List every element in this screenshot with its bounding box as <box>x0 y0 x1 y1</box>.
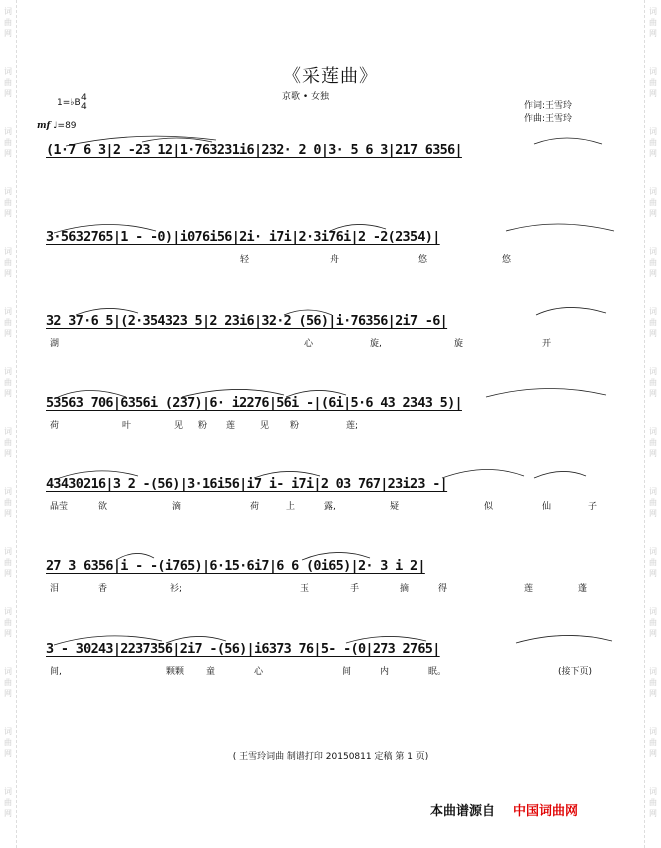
lyric-syllable: 泪 <box>50 584 60 594</box>
watermark-char: 网 <box>649 29 657 38</box>
watermark-glyphs <box>2 126 14 159</box>
watermark-char: 曲 <box>649 378 657 387</box>
watermark-char: 曲 <box>649 198 657 207</box>
notation-line: 3·5632765|1 - -0)|i076i56|2i· i7i|2·3i76i|2 -2(2354)| <box>46 229 440 245</box>
watermark-char: 词 <box>4 787 12 796</box>
watermark-char: 曲 <box>4 18 12 27</box>
lyric-syllable: 旋, <box>370 339 382 349</box>
watermark-char: 曲 <box>4 138 12 147</box>
watermark-char: 曲 <box>649 258 657 267</box>
watermark-glyphs <box>647 666 659 699</box>
watermark-char: 曲 <box>649 438 657 447</box>
page-title: 《采莲曲》 <box>283 66 378 87</box>
watermark-char: 曲 <box>4 318 12 327</box>
watermark-char: 词 <box>4 7 12 16</box>
watermark-char: 曲 <box>4 618 12 627</box>
lyric-syllable: 手 <box>350 584 360 594</box>
notation-line: (1·7 6 3|2 -23 12|1·763231i6|232· 2 0|3· 5 6 3|217 6356| <box>46 142 462 158</box>
watermark-char: 网 <box>4 809 12 818</box>
watermark-char: 词 <box>649 127 657 136</box>
lyric-line <box>46 499 616 511</box>
watermark-glyphs <box>647 306 659 339</box>
watermark-char: 词 <box>4 247 12 256</box>
lyric-line <box>46 581 616 593</box>
lyric-syllable: 仙 <box>542 502 552 512</box>
watermark-char: 网 <box>4 569 12 578</box>
watermark-glyphs <box>647 6 659 39</box>
watermark-char: 网 <box>4 269 12 278</box>
watermark-glyphs <box>2 666 14 699</box>
watermark-char: 曲 <box>649 738 657 747</box>
page-footer: ( 王雪玲词曲 制谱打印 20150811 定稿 第 1 页) <box>232 752 429 762</box>
watermark-char: 词 <box>4 427 12 436</box>
lyric-syllable: 心 <box>304 339 314 349</box>
lyric-syllable: 上 <box>286 502 296 512</box>
notation-line: 43430216|3 2 -(56)|3·16i56|i7 i- i7i|2 03 767|23i23 -| <box>46 476 448 492</box>
lyric-syllable: 见 <box>174 421 184 431</box>
lyric-line <box>46 336 616 348</box>
lyric-syllable: 疑 <box>390 502 400 512</box>
lyric-syllable: 舟 <box>330 255 340 265</box>
watermark-char: 曲 <box>649 558 657 567</box>
lyric-syllable: 粉 <box>290 421 300 431</box>
watermark-char: 曲 <box>4 798 12 807</box>
lyric-syllable: (接下页) <box>558 667 593 677</box>
watermark-char: 词 <box>649 307 657 316</box>
watermark-char: 曲 <box>4 558 12 567</box>
watermark-glyphs <box>647 546 659 579</box>
watermark-glyphs <box>647 426 659 459</box>
watermark-char: 曲 <box>4 378 12 387</box>
dynamic-marking: mf <box>37 121 51 131</box>
lyric-syllable: 颗颗 <box>166 667 185 677</box>
watermark-char: 曲 <box>649 78 657 87</box>
watermark-glyphs <box>647 126 659 159</box>
lyric-syllable: 轻 <box>240 255 250 265</box>
lyric-syllable: 眠。 <box>428 667 447 677</box>
lyric-syllable: 蓬 <box>578 584 588 594</box>
watermark-char: 词 <box>649 7 657 16</box>
watermark-char: 网 <box>649 809 657 818</box>
watermark-char: 网 <box>4 329 12 338</box>
watermark-char: 曲 <box>649 138 657 147</box>
composer-credit: 作曲:王雪玲 <box>524 114 573 124</box>
watermark-char: 词 <box>649 367 657 376</box>
lyric-syllable: 童 <box>206 667 216 677</box>
lyric-syllable: 子 <box>588 502 598 512</box>
notation-line: 27 3 6356|i - -(i765)|6·15·6i7|6 6 (0i65)|2· 3 i 2| <box>46 558 425 574</box>
watermark-char: 网 <box>649 209 657 218</box>
watermark-char: 词 <box>4 607 12 616</box>
watermark-char: 曲 <box>649 318 657 327</box>
lyric-syllable: 莲; <box>346 421 359 431</box>
watermark-char: 词 <box>649 667 657 676</box>
lyric-line <box>46 164 616 176</box>
watermark-char: 词 <box>649 487 657 496</box>
lyric-syllable: 粉 <box>198 421 208 431</box>
watermark-char: 词 <box>649 787 657 796</box>
watermark-char: 网 <box>649 689 657 698</box>
watermark-char: 曲 <box>4 498 12 507</box>
source-credit <box>430 800 578 819</box>
lyric-syllable: 香 <box>98 584 108 594</box>
watermark-char: 词 <box>4 547 12 556</box>
watermark-glyphs <box>2 246 14 279</box>
lyric-syllable: 摘 <box>400 584 410 594</box>
watermark-char: 网 <box>649 149 657 158</box>
watermark-char: 网 <box>4 749 12 758</box>
watermark-char: 词 <box>649 427 657 436</box>
watermark-glyphs <box>2 786 14 819</box>
watermark-char: 词 <box>649 607 657 616</box>
watermark-glyphs <box>647 486 659 519</box>
lyric-syllable: 见 <box>260 421 270 431</box>
watermark-char: 网 <box>649 329 657 338</box>
watermark-glyphs <box>2 186 14 219</box>
watermark-char: 曲 <box>649 618 657 627</box>
key-signature <box>57 93 87 112</box>
lyric-syllable: 玉 <box>300 584 310 594</box>
watermark-char: 词 <box>4 307 12 316</box>
watermark-glyphs <box>647 366 659 399</box>
lyric-line <box>46 418 616 430</box>
watermark-char: 网 <box>649 749 657 758</box>
watermark-char: 网 <box>4 509 12 518</box>
lyric-syllable: 莲 <box>524 584 534 594</box>
watermark-char: 网 <box>649 629 657 638</box>
watermark-glyphs <box>2 366 14 399</box>
watermark-char: 词 <box>4 727 12 736</box>
watermark-char: 词 <box>649 727 657 736</box>
lyric-syllable: 内 <box>380 667 390 677</box>
watermark-char: 曲 <box>4 738 12 747</box>
notation-line: 32 37·6 5|(2·354323 5|2 23i6|32·2 (56)|i·76356|2i7 -6| <box>46 313 448 329</box>
brand-link[interactable]: 中国词曲网 <box>513 804 579 819</box>
lyric-syllable: 衫; <box>170 584 183 594</box>
lyric-syllable: 荷 <box>250 502 260 512</box>
watermark-char: 网 <box>4 389 12 398</box>
watermark-glyphs <box>2 546 14 579</box>
watermark-glyphs <box>647 186 659 219</box>
lyric-syllable: 叶 <box>122 421 132 431</box>
time-top: 4 <box>81 93 87 103</box>
watermark-char: 词 <box>4 67 12 76</box>
watermark-char: 网 <box>649 569 657 578</box>
watermark-char: 曲 <box>649 798 657 807</box>
watermark-char: 词 <box>4 367 12 376</box>
lyric-line <box>46 664 616 676</box>
watermark-char: 网 <box>649 269 657 278</box>
watermark-char: 曲 <box>4 258 12 267</box>
lyric-syllable: 悠 <box>418 255 428 265</box>
watermark-glyphs <box>647 606 659 639</box>
watermark-glyphs <box>647 246 659 279</box>
watermark-char: 词 <box>649 67 657 76</box>
lyric-syllable: 得 <box>438 584 448 594</box>
watermark-char: 网 <box>4 689 12 698</box>
lyric-syllable: 欲 <box>98 502 108 512</box>
watermark-char: 网 <box>4 149 12 158</box>
notation-line: 3 - 30243|2237356|2i7 -(56)|i6373 76|5- -(0|273 2765| <box>46 641 440 657</box>
tempo-value: ♩=89 <box>53 121 77 131</box>
watermark-char: 词 <box>4 127 12 136</box>
lyric-syllable: 悠 <box>502 255 512 265</box>
lyric-syllable: 旋 <box>454 339 464 349</box>
lyric-line <box>46 252 616 264</box>
watermark-glyphs <box>2 6 14 39</box>
watermark-char: 词 <box>4 487 12 496</box>
lyric-syllable: 间, <box>50 667 62 677</box>
key-label: 1=♭B <box>57 98 81 108</box>
watermark-char: 词 <box>649 247 657 256</box>
lyric-syllable: 露, <box>324 502 336 512</box>
time-signature <box>81 94 87 112</box>
watermark-char: 网 <box>649 89 657 98</box>
watermark-char: 网 <box>649 389 657 398</box>
watermark-char: 网 <box>4 449 12 458</box>
watermark-char: 曲 <box>649 678 657 687</box>
watermark-glyphs <box>2 306 14 339</box>
lyric-syllable: 湖 <box>50 339 60 349</box>
watermark-char: 网 <box>4 629 12 638</box>
lyric-syllable: 莲 <box>226 421 236 431</box>
watermark-char: 网 <box>4 89 12 98</box>
watermark-glyphs <box>2 426 14 459</box>
song-subtitle: 京歌 • 女独 <box>282 92 330 102</box>
watermark-glyphs <box>2 606 14 639</box>
notation-line: 53563 706|6356i (237)|6· i2276|56i -|(6i|5·6 43 2343 5)| <box>46 395 462 411</box>
watermark-glyphs <box>647 786 659 819</box>
watermark-char: 曲 <box>4 438 12 447</box>
watermark-char: 网 <box>4 209 12 218</box>
lyric-syllable: 间 <box>342 667 352 677</box>
time-bottom: 4 <box>81 102 87 112</box>
watermark-char: 网 <box>649 509 657 518</box>
lyricist-credit: 作词:王雪玲 <box>524 101 573 111</box>
watermark-char: 词 <box>649 187 657 196</box>
watermark-char: 词 <box>4 667 12 676</box>
lyric-syllable: 开 <box>542 339 552 349</box>
source-label: 本曲谱源自 <box>430 804 496 819</box>
watermark-char: 曲 <box>4 678 12 687</box>
lyric-syllable: 滴 <box>172 502 182 512</box>
watermark-char: 曲 <box>4 78 12 87</box>
lyric-syllable: 荷 <box>50 421 60 431</box>
watermark-char: 网 <box>4 29 12 38</box>
lyric-syllable: 心 <box>254 667 264 677</box>
watermark-char: 曲 <box>649 498 657 507</box>
watermark-char: 网 <box>649 449 657 458</box>
watermark-glyphs <box>2 486 14 519</box>
lyric-syllable: 晶莹 <box>50 502 69 512</box>
lyric-syllable: 似 <box>484 502 494 512</box>
watermark-char: 词 <box>4 187 12 196</box>
watermark-char: 词 <box>649 547 657 556</box>
watermark-char: 曲 <box>4 198 12 207</box>
watermark-char: 曲 <box>649 18 657 27</box>
